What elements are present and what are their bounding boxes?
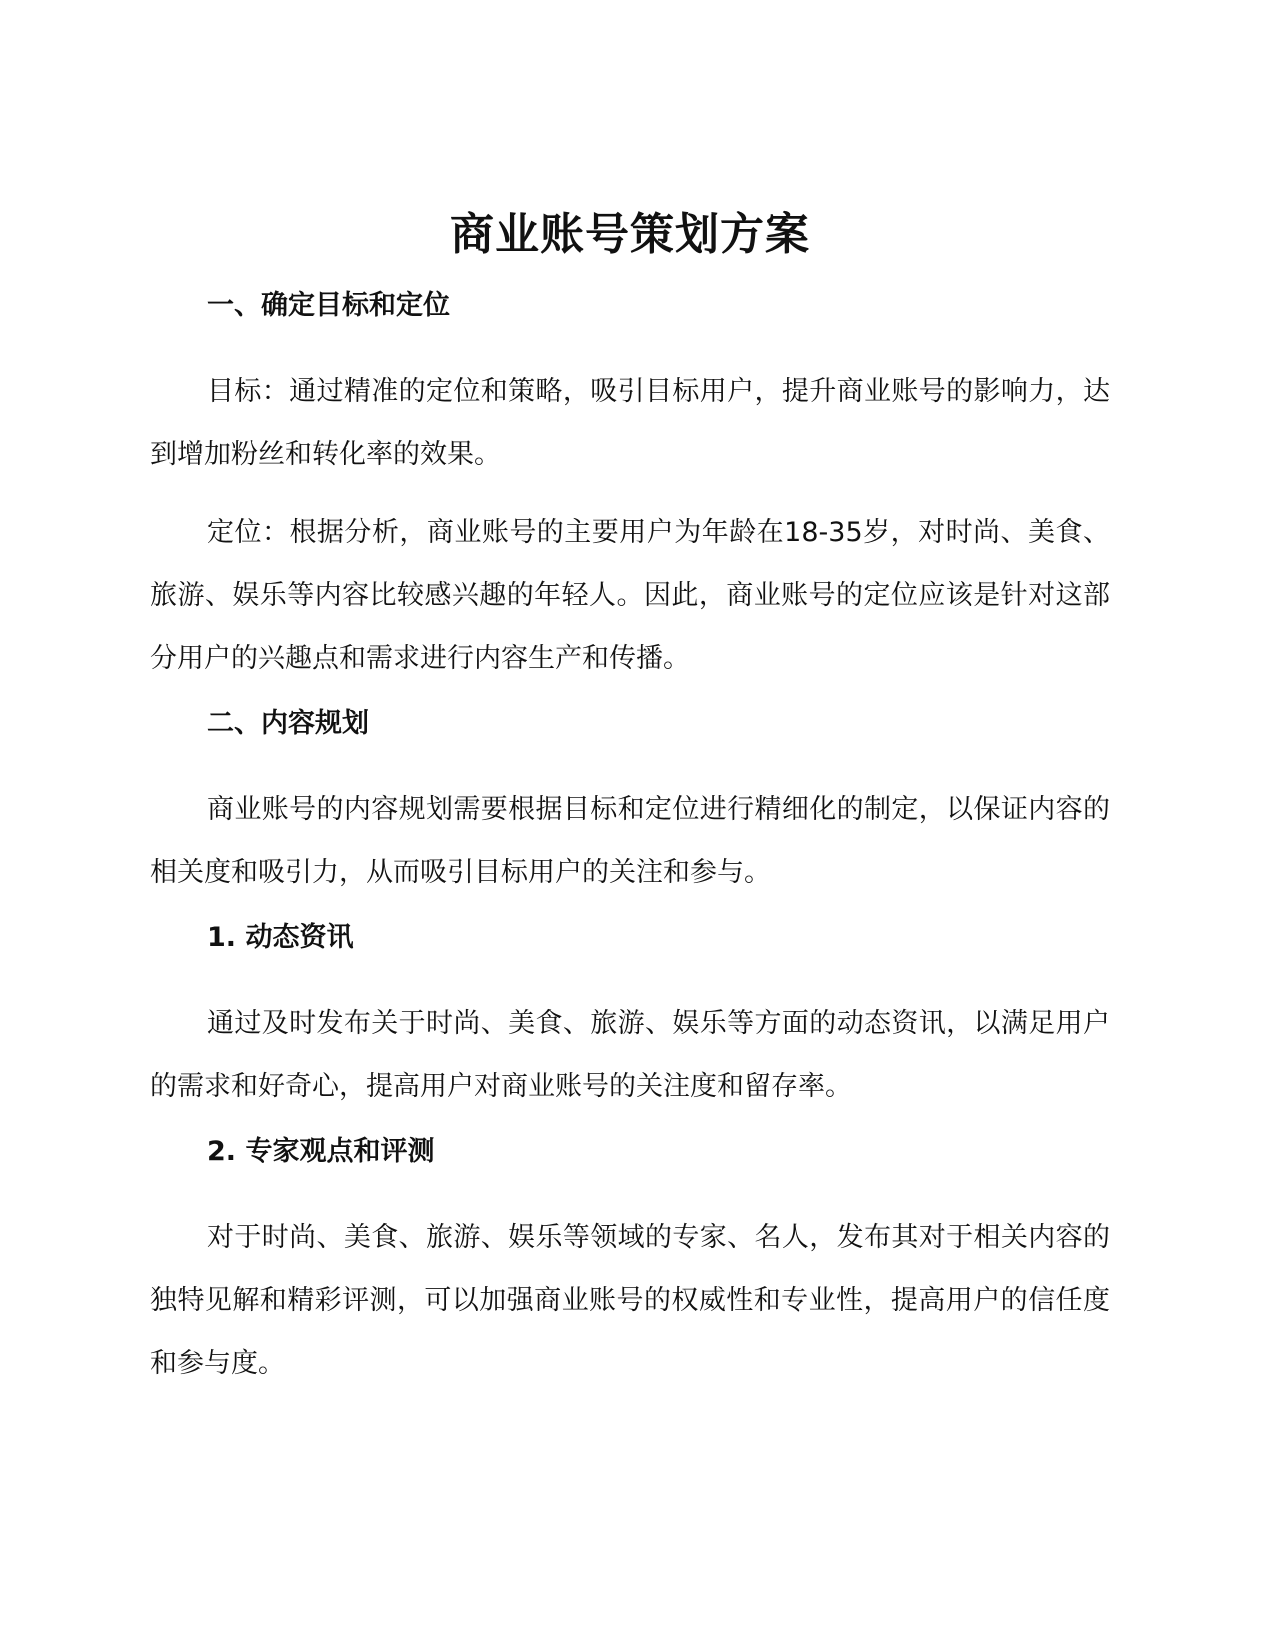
paragraph-news-updates: 通过及时发布关于时尚、美食、旅游、娱乐等方面的动态资讯，以满足用户的需求和好奇心，提高用户对商业账号的关注度和留存率。 <box>150 1008 1110 1102</box>
heading-expert-reviews: 2. 专家观点和评测 <box>207 1136 435 1167</box>
paragraph-expert-reviews: 对于时尚、美食、旅游、娱乐等领域的专家、名人，发布其对于相关内容的独特见解和精彩评测，可以加强商业账号的权威性和专业性，提高用户的信任度和参与度。 <box>150 1222 1110 1379</box>
heading-content-planning: 二、内容规划 <box>207 708 369 739</box>
paragraph-positioning: 定位：根据分析，商业账号的主要用户为年龄在18-35岁，对时尚、美食、旅游、娱乐等内容比较感兴趣的年轻人。因此，商业账号的定位应该是针对这部分用户的兴趣点和需求进行内容生产和传播。 <box>150 517 1110 674</box>
paragraph-goal: 目标：通过精准的定位和策略，吸引目标用户，提升商业账号的影响力，达到增加粉丝和转化率的效果。 <box>150 376 1110 470</box>
paragraph-content-planning: 商业账号的内容规划需要根据目标和定位进行精细化的制定，以保证内容的相关度和吸引力，从而吸引目标用户的关注和参与。 <box>150 794 1110 888</box>
document-title: 商业账号策划方案 <box>450 209 810 260</box>
heading-goals-positioning: 一、确定目标和定位 <box>207 290 450 321</box>
heading-news-updates: 1. 动态资讯 <box>207 922 354 953</box>
document-page <box>150 205 1110 1410</box>
